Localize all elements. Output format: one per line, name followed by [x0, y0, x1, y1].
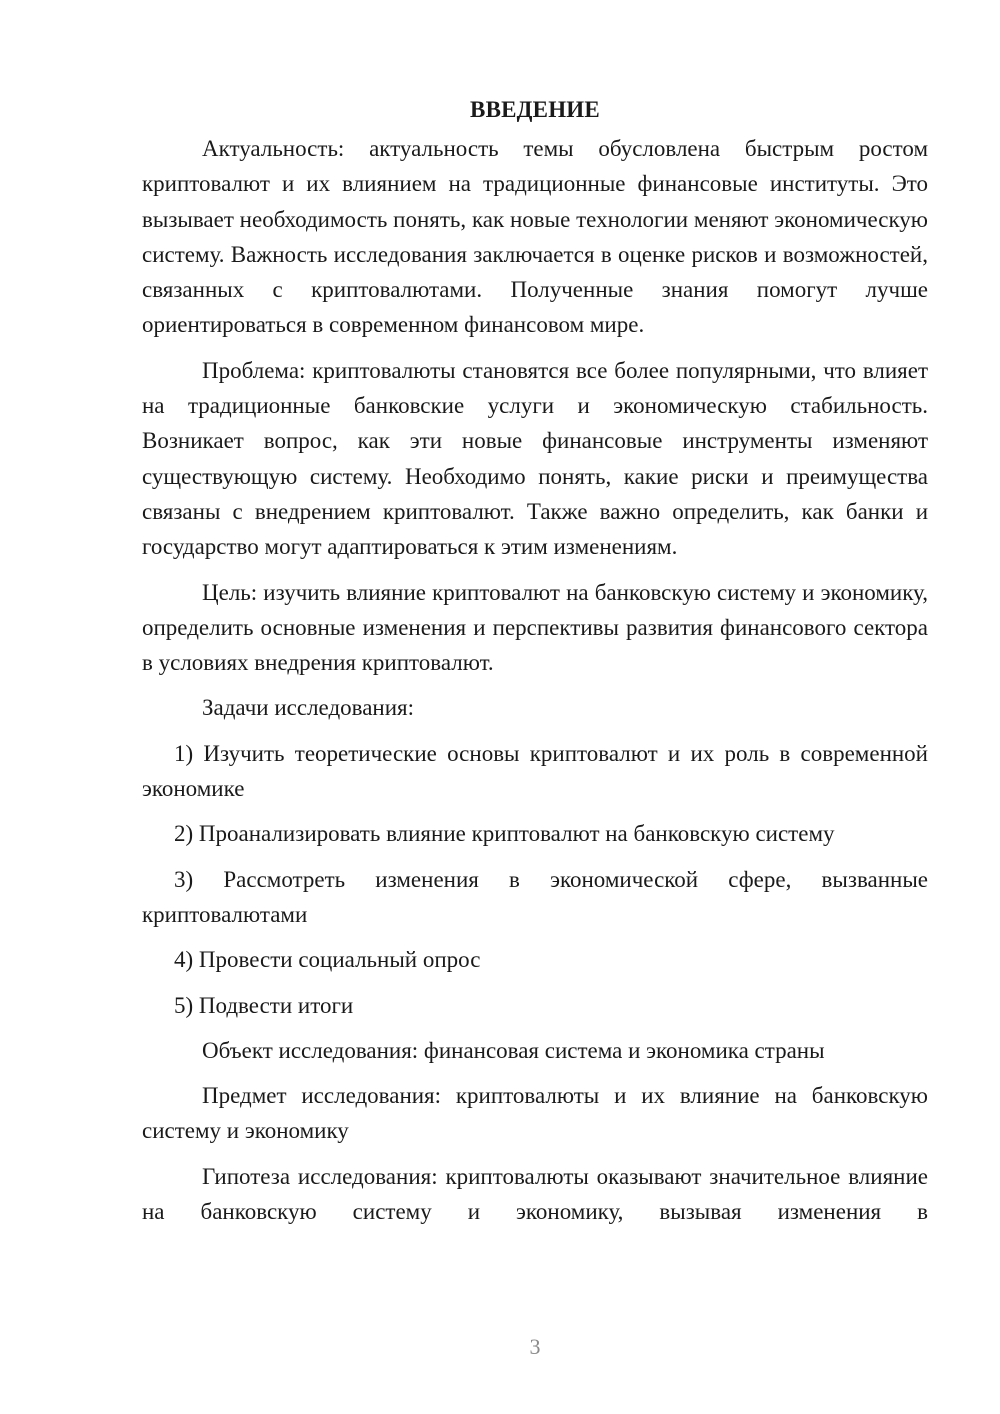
paragraph-tasks-heading: Задачи исследования:: [202, 695, 415, 721]
paragraph-problem: Проблема: криптовалюты становятся все более популярными, что влияет на традиционные банковские услуги и экономическую стабильность. Возникает вопрос, как эти новые финансовые инструменты изменяют существующую систему. Необходимо понять, какие риски и преимущества связаны с внедрением криптовалют. Также важно определить, как банки и государство могут адаптироваться к этим изменениям.: [142, 357, 928, 560]
paragraph-hypothesis: Гипотеза исследования: криптовалюты оказывают значительное влияние на банковскую систему и экономику, вызывая изменения в: [142, 1163, 928, 1225]
paragraph-subject: Предмет исследования: криптовалюты и их влияние на банковскую систему и экономику: [142, 1083, 928, 1144]
page-title: ВВЕДЕНИЕ: [470, 97, 600, 122]
paragraph-object: Объект исследования: финансовая система и экономика страны: [202, 1037, 825, 1063]
task-item-2: 2) Проанализировать влияние криптовалют на банковскую систему: [174, 821, 835, 847]
task-item-4: 4) Провести социальный опрос: [174, 947, 481, 973]
page-number: 3: [529, 1334, 541, 1359]
paragraph-relevance: Актуальность: актуальность темы обусловлена быстрым ростом криптовалют и их влиянием на традиционные финансовые институты. Это вызывает необходимость понять, как новые технологии меняют экономическую систему. Важность исследования заключается в оценке рисков и возможностей, связанных с криптовалютами. Полученные знания помогут лучше ориентироваться в современном финансовом мире.: [142, 136, 928, 338]
document-page: [142, 92, 928, 1239]
paragraph-goal: Цель: изучить влияние криптовалют на банковскую систему и экономику, определить основные изменения и перспективы развития финансового сектора в условиях внедрения криптовалют.: [142, 579, 928, 676]
task-item-5: 5) Подвести итоги: [174, 992, 354, 1018]
task-item-1: 1) Изучить теоретические основы криптовалют и их роль в современной экономике: [142, 740, 928, 802]
task-item-3: 3) Рассмотреть изменения в экономической сфере, вызванные криптовалютами: [142, 866, 928, 927]
